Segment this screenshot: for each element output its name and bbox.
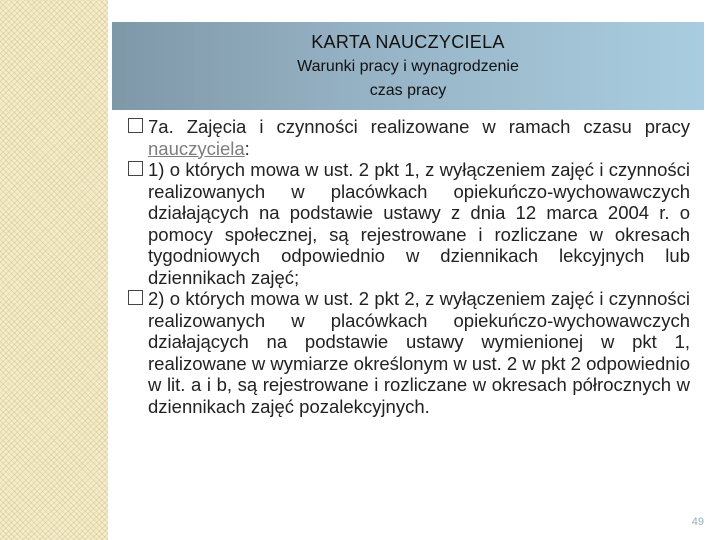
decorative-left-strip [0,0,108,540]
nauczyciela-link[interactable]: nauczyciela [148,137,245,159]
paragraph-item-1 [128,159,690,288]
slide-subtitle-2: czas pracy [369,82,447,99]
empty-square-bullet-icon [128,161,143,176]
paragraph-item-2 [128,288,690,417]
paragraph-item-2-text: 2) o których mowa w ust. 2 pkt 2, z wyłączeniem zajęć i czynności realizowanych w placówkach opiekuńczo-wychowawczych działających na podstawie ustawy wymienionej w pkt 1, realizowane w wymiarze określonym w ust. 2 w pkt 2 odpowiednio w lit. a i b, są rejestrowane i rozliczane w okresach półrocznych w dziennikach zajęć pozalekcyjnych. [148,288,690,417]
page-number: 49 [691,516,704,528]
empty-square-bullet-icon [128,290,143,305]
paragraph-7a [128,116,690,159]
slide-header [112,22,704,110]
empty-square-bullet-icon [128,118,143,133]
slide-subtitle: Warunki pracy i wynagrodzenie [297,58,519,75]
paragraph-7a-text-before: 7a. Zajęcia i czynności realizowane w ramach czasu pracy [148,116,690,137]
paragraph-item-1-text: 1) o których mowa w ust. 2 pkt 1, z wyłączeniem zajęć i czynności realizowanych w placówkach opiekuńczo-wychowawczych działających na podstawie ustawy z dnia 12 marca 2004 r. o pomocy społecznej, są rejestrowane i rozliczane w okresach tygodniowych odpowiednio w dziennikach lekcyjnych lub dziennikach zajęć; [148,159,690,288]
slide-body [128,116,690,417]
paragraph-7a-text-after: : [244,137,250,159]
slide-title: KARTA NAUCZYCIELA [311,32,505,52]
